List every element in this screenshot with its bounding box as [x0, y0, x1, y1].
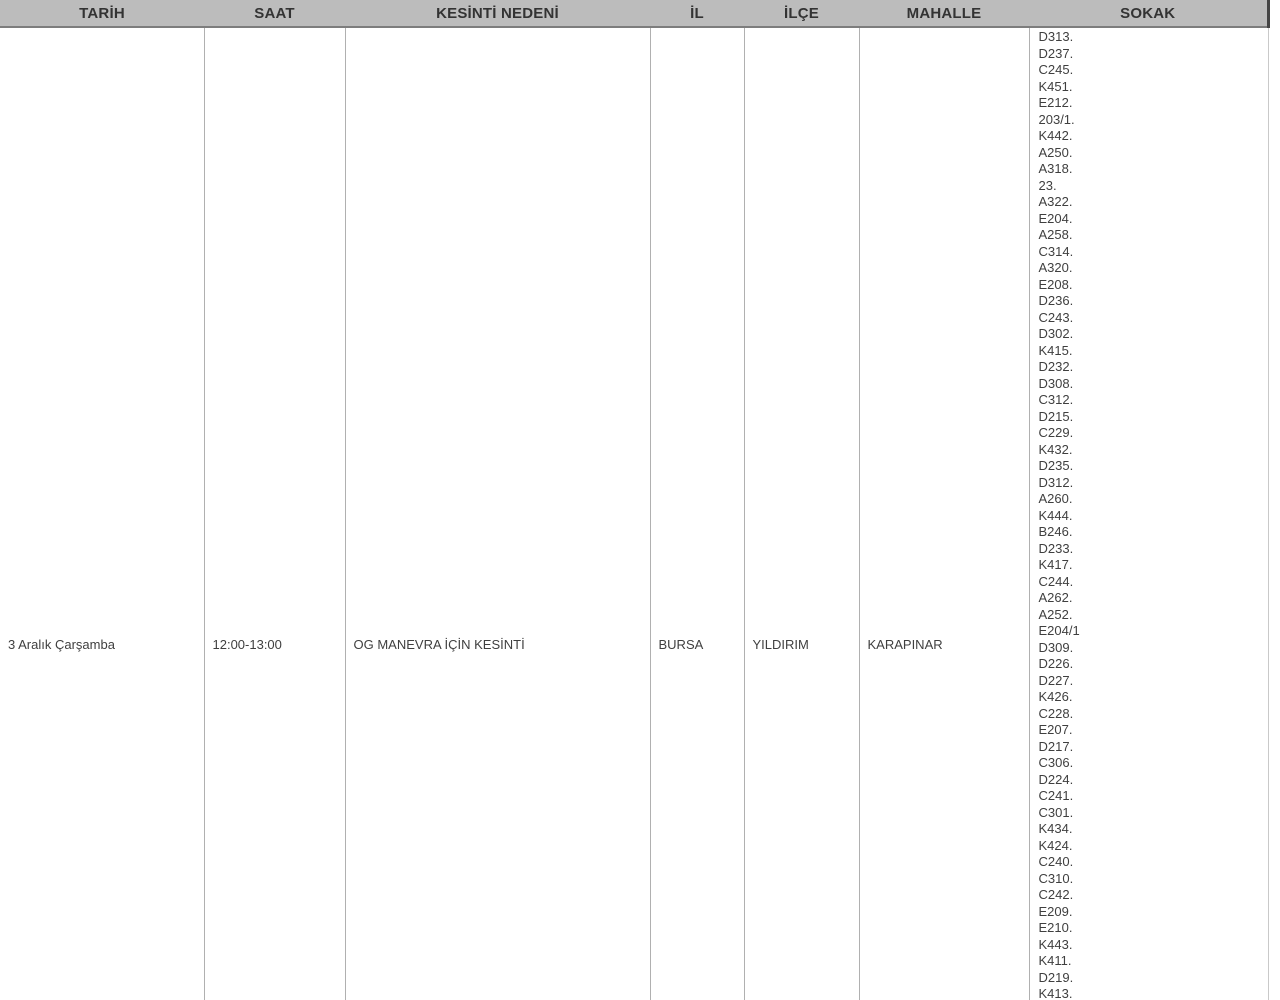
- street-entry: K415.: [1038, 342, 1073, 358]
- street-entry: K432.: [1038, 441, 1073, 457]
- street-entry: C312.: [1038, 392, 1074, 407]
- street-entry: K442.: [1038, 128, 1073, 143]
- street-entry: D236.: [1038, 293, 1074, 308]
- street-entry: A260.: [1038, 491, 1073, 506]
- cell-mahalle: KARAPINAR: [859, 27, 1029, 1000]
- street-entry: C306.: [1038, 755, 1074, 770]
- street-entry: E204.: [1038, 210, 1073, 226]
- street-entry: D224.: [1038, 771, 1074, 787]
- street-entry: K424.: [1038, 837, 1073, 853]
- street-entry: E212.: [1038, 95, 1073, 110]
- cell-il: BURSA: [650, 27, 744, 1000]
- street-entry: A318.: [1038, 161, 1073, 176]
- column-header-kesinti-nedeni: KESİNTİ NEDENİ: [345, 0, 650, 27]
- street-entry: C243.: [1038, 309, 1074, 325]
- street-entry: D313.: [1038, 29, 1074, 44]
- cell-saat: 12:00-13:00: [204, 27, 345, 1000]
- street-entry: D215.: [1038, 408, 1074, 424]
- street-entry: B246.: [1038, 524, 1073, 539]
- cell-sokak: [1029, 27, 1268, 1000]
- street-entry: A320.: [1038, 260, 1073, 275]
- street-entry: K451.: [1038, 78, 1073, 94]
- street-entry: E207.: [1038, 722, 1073, 737]
- street-entry: E204/1: [1038, 623, 1080, 638]
- street-entry: D219.: [1038, 969, 1074, 985]
- street-entry: A322.: [1038, 194, 1073, 209]
- street-entry: K411.: [1038, 953, 1072, 968]
- street-entry: K426.: [1038, 689, 1073, 704]
- column-header-tarih: TARİH: [0, 0, 204, 27]
- street-entry: D217.: [1038, 738, 1074, 754]
- street-entry: C244.: [1038, 573, 1074, 589]
- street-entry: D235.: [1038, 458, 1074, 473]
- street-entry: D302.: [1038, 326, 1074, 341]
- street-entry: C228.: [1038, 705, 1074, 721]
- street-entry: K417.: [1038, 557, 1073, 572]
- street-entry: C301.: [1038, 804, 1074, 820]
- street-entry: K434.: [1038, 821, 1073, 836]
- street-entry: C310.: [1038, 870, 1074, 886]
- street-entry: D308.: [1038, 375, 1074, 391]
- street-entry: E208.: [1038, 276, 1073, 292]
- street-entry: 23.: [1038, 177, 1057, 193]
- table-row: [0, 27, 1268, 1000]
- street-entry: D232.: [1038, 359, 1074, 374]
- street-entry: A258.: [1038, 227, 1073, 242]
- street-entry: C229.: [1038, 425, 1074, 440]
- street-entry: D237.: [1038, 45, 1074, 61]
- street-entry: A250.: [1038, 144, 1073, 160]
- column-header-ilce: İLÇE: [744, 0, 859, 27]
- street-entry: C242.: [1038, 887, 1074, 902]
- table-header-row: [0, 0, 1268, 27]
- column-header-sokak: SOKAK: [1029, 0, 1268, 27]
- street-entry: D226.: [1038, 656, 1074, 671]
- cell-ilce: YILDIRIM: [744, 27, 859, 1000]
- cell-kesinti-nedeni: OG MANEVRA İÇİN KESİNTİ: [345, 27, 650, 1000]
- street-entry: C241.: [1038, 788, 1074, 803]
- street-entry: E209.: [1038, 903, 1073, 919]
- street-entry: K443.: [1038, 936, 1073, 952]
- street-entry: C245.: [1038, 62, 1074, 77]
- street-entry: E210.: [1038, 920, 1073, 935]
- street-entry: K413.: [1038, 986, 1073, 1000]
- street-entry: 203/1.: [1038, 111, 1075, 127]
- street-entry: D227.: [1038, 672, 1074, 688]
- column-header-saat: SAAT: [204, 0, 345, 27]
- street-entry: K444.: [1038, 507, 1073, 523]
- street-entry: C314.: [1038, 243, 1074, 259]
- street-entry: D312.: [1038, 474, 1074, 490]
- street-entry: D309.: [1038, 639, 1074, 655]
- street-entry: D233.: [1038, 540, 1074, 556]
- street-entry: A262.: [1038, 590, 1073, 605]
- street-entry: A252.: [1038, 606, 1073, 622]
- street-entry: C240.: [1038, 854, 1074, 869]
- cell-tarih: 3 Aralık Çarşamba: [0, 27, 204, 1000]
- column-header-il: İL: [650, 0, 744, 27]
- column-header-mahalle: MAHALLE: [859, 0, 1029, 27]
